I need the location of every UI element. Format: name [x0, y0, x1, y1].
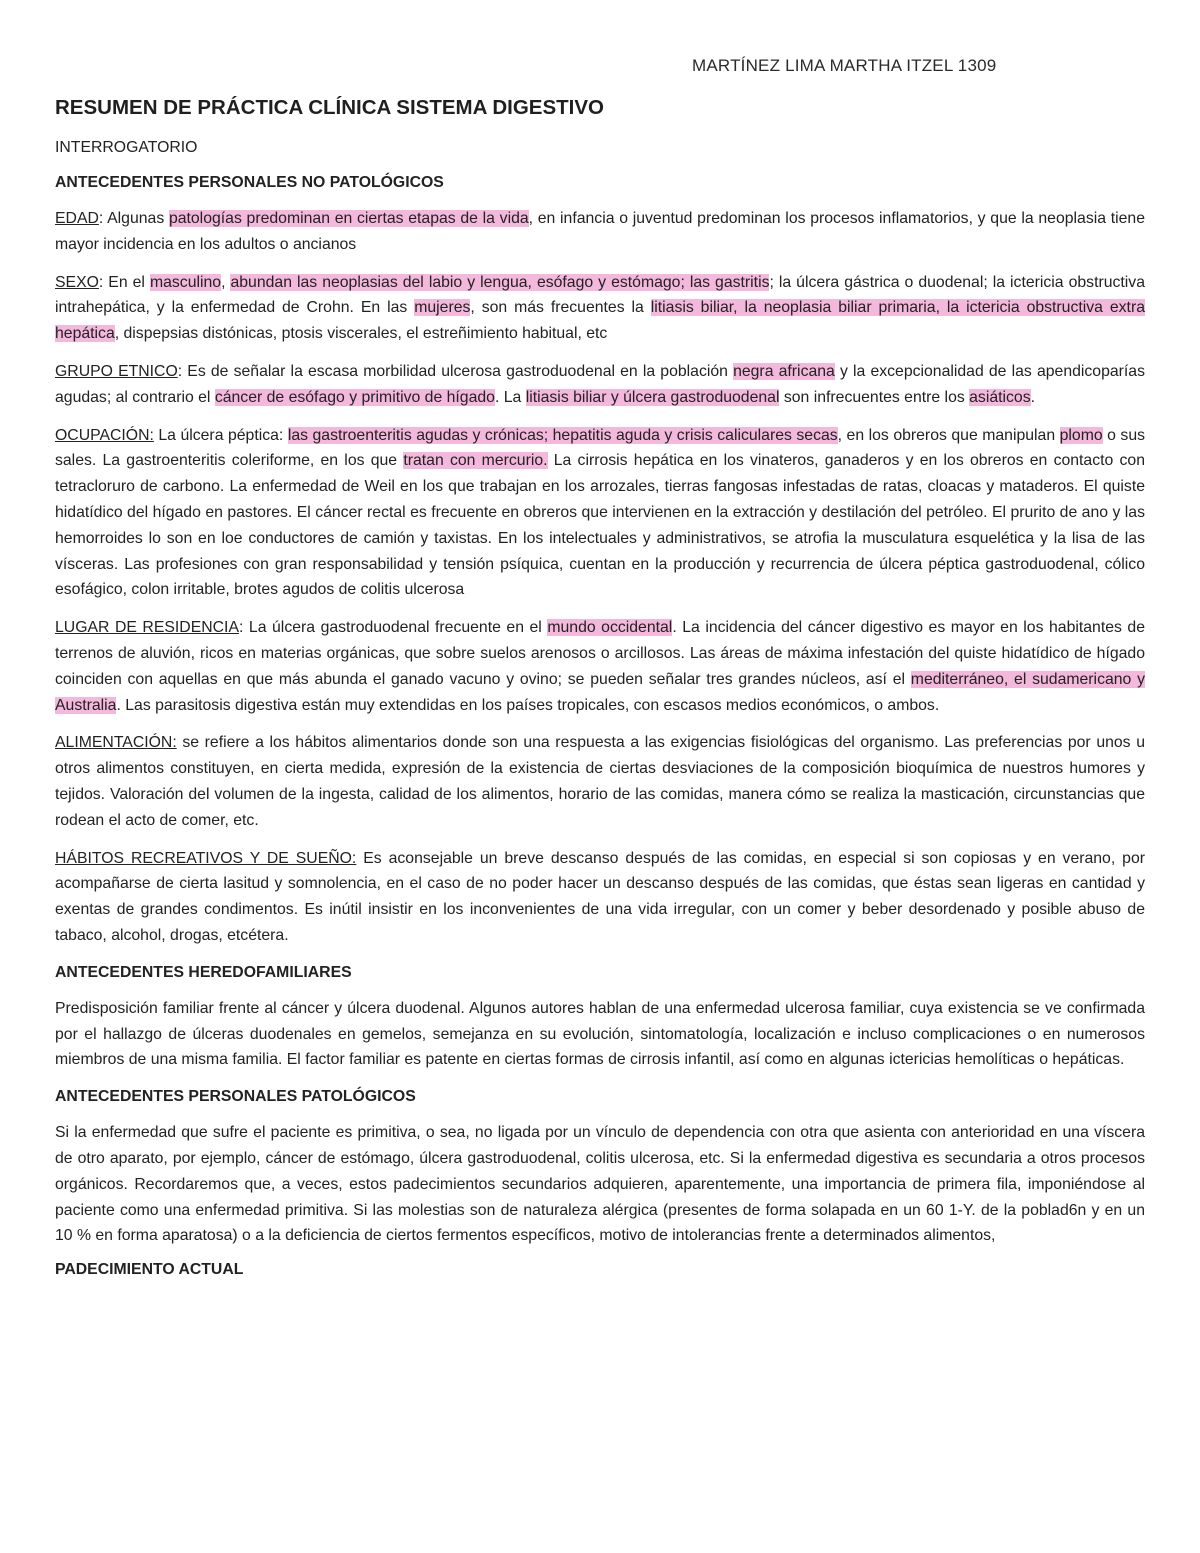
author-name: MARTÍNEZ LIMA MARTHA ITZEL 1309 — [692, 56, 997, 75]
section-padecimiento-actual: PADECIMIENTO ACTUAL — [55, 1261, 244, 1279]
paragraph-heredofamiliares: Predisposición familiar frente al cáncer y úlcera duodenal. Algunos autores hablan de una enfermedad ulcerosa familiar, cuya existencia se ve confirmada por el hallazgo de úlceras duodenales en gemelos, semejanza en su evolución, sintomatología, localización e incluso complicaciones o en numerosos miembros de una misma familia. El factor familiar es patente en ciertas formas de cirrosis infantil, así como en algunas ictericias hemolíticas o hepáticas. — [55, 999, 1145, 1069]
text: : La úlcera gastroduodenal frecuente en el — [239, 619, 548, 637]
text: , dispepsias distónicas, ptosis viscerales, el estreñimiento habitual, etc — [114, 325, 608, 343]
text: : Algunas — [98, 210, 169, 227]
section-nonpathological: ANTECEDENTES PERSONALES NO PATOLÓGICOS — [55, 174, 444, 191]
section-interrogatorio: INTERROGATORIO — [55, 139, 198, 156]
text: , — [221, 273, 231, 291]
text: se refiere a los hábitos alimentarios donde son una respuesta a las exigencias fisiológicas del organismo. Las preferencias por unos u otros alimentos constituyen, en cierta medida, expresión de la existencia de ciertas desviaciones de la composición bioquímica de nuestros humores y tejidos. Valoración del volumen de la ingesta, calidad de los alimentos, horario de las comidas, manera cómo se realiza la masticación, circunstancias que rodean el acto de comer, etc. — [55, 734, 1145, 829]
text: , en los obreros que manipulan — [837, 426, 1060, 444]
highlight: litiasis biliar, la neoplasia biliar primaria, la ictericia obstructiva extra hepática — [55, 299, 1145, 343]
document-title: RESUMEN DE PRÁCTICA CLÍNICA SISTEMA DIGESTIVO — [55, 96, 604, 119]
paragraph-alimentacion — [55, 730, 1145, 833]
paragraph-grupo-etnico — [55, 359, 1145, 411]
paragraph-pathological: Si la enfermedad que sufre el paciente es primitiva, o sea, no ligada por un vínculo de dependencia con otra que asienta con anterioridad en una víscera de otro aparato, por ejemplo, cáncer de estómago, úlcera gastroduodenal, colitis ulcerosa, etc. Si la enfermedad digestiva es secundaria a otros procesos orgánicos. Recordaremos que, a veces, estos padecimientos secundarios adquieren, aparentemente, una importancia de primera fila, imponiéndose al paciente como una enfermedad primitiva. Si las molestias son de naturaleza alérgica (presentes de forma solapada en un 60 1-Y. de la poblad6n y en un 10 % en forma aparatosa) o a la deficiencia de ciertos fermentos específicos, motivo de intolerancias frente a determinados alimentos, — [55, 1124, 1145, 1245]
text: : Es de señalar la escasa morbilidad ulcerosa gastroduodenal en la población — [177, 362, 734, 380]
highlight: mujeres — [414, 299, 471, 317]
text: . La incidencia del cáncer digestivo es mayor en los habitantes de terrenos de aluvión, ricos en materias orgánicas, que sobre suelos arenosos o arcillosos. Las áreas de máxima infestación del quiste hidatídico de hígado coinciden con aquellas en que más abunda el ganado vacuno y ovino; se pueden señalar tres grandes núcleos, así el — [55, 619, 1146, 688]
text: La cirrosis hepática en los vinateros, ganaderos y en los obreros en contacto con tetracloruro de carbono. La enfermedad de Weil en los que trabajan en los arrozales, tierras fangosas infestadas de ratas, cloacas y mataderos. El quiste hidatídico del hígado en pastores. El cáncer rectal es frecuente en obreros que intervienen en la extracción y destilación del petróleo. El prurito de ano y las hemorroides lo son en loe conductores de camión y taxistas. En los intelectuales y administrativos, se atrofia la musculatura esquelética y la lisa de las vísceras. Las profesiones con gran responsabilidad y tensión psíquica, cuentan en la producción y recurrencia de úlcera péptica gastroduodenal, cólico esofágico, colon irritable, brotes agudos de colitis ulcerosa — [55, 452, 1145, 599]
highlight: litiasis biliar y úlcera gastroduodenal — [525, 388, 780, 406]
term-sexo: SEXO — [55, 273, 99, 291]
highlight: las gastroenteritis agudas y crónicas; hepatitis aguda y crisis caliculares secas — [287, 426, 838, 444]
highlight: negra africana — [733, 362, 835, 380]
term-grupo-etnico: GRUPO ETNICO — [55, 362, 178, 380]
paragraph-edad — [55, 206, 1145, 258]
highlight: patologías predominan en ciertas etapas de la vida — [168, 210, 529, 227]
paragraph-sexo — [55, 270, 1145, 347]
text: o sus sales. La gastroenteritis coleriforme, en los que — [55, 426, 1146, 470]
highlight: mediterráneo, el sudamericano y Australia — [55, 670, 1145, 714]
highlight: tratan con mercurio. — [403, 452, 548, 470]
text: . — [1030, 388, 1035, 406]
text: son infrecuentes entre los — [779, 388, 970, 406]
term-lugar-residencia: LUGAR DE RESIDENCIA — [55, 619, 239, 637]
highlight: plomo — [1059, 426, 1103, 444]
highlight: masculino — [149, 273, 222, 291]
highlight: mundo occidental — [547, 619, 673, 637]
term-ocupacion: OCUPACIÓN: — [55, 426, 154, 444]
paragraph-lugar-residencia — [55, 615, 1145, 718]
text: Es aconsejable un breve descanso después de las comidas, en especial si son copiosas y en verano, por acompañarse de cierta lasitud y somnolencia, en el caso de no poder hacer un descanso después de las comidas, que éstas sean ligeras en cantidad y exentas de grandes condimentos. Es inútil insistir en los inconvenientes de una vida irregular, con un comer y beber desordenado y posible abuso de tabaco, alcohol, drogas, etcétera. — [55, 849, 1145, 944]
text: , son más frecuentes la — [470, 299, 651, 317]
highlight: abundan las neoplasias del labio y lengua, esófago y estómago; las gastritis — [230, 273, 770, 291]
highlight: cáncer de esófago y primitivo de hígado — [214, 388, 495, 406]
paragraph-habitos — [55, 846, 1145, 949]
text: ; la úlcera gástrica o duodenal; la ictericia obstructiva intrahepática, y la enfermedad de Crohn. En las — [55, 273, 1145, 317]
paragraph-ocupacion — [55, 423, 1145, 604]
text: . La — [494, 388, 526, 406]
section-pathological: ANTECEDENTES PERSONALES PATOLÓGICOS — [55, 1088, 416, 1106]
text: , en infancia o juventud predominan los procesos inflamatorios, y que la neoplasia tiene mayor incidencia en los adultos o ancianos — [55, 210, 1145, 253]
term-habitos: HÁBITOS RECREATIVOS Y DE SUEÑO: — [55, 849, 357, 867]
text: La úlcera péptica: — [153, 426, 288, 444]
document-body — [55, 96, 1145, 1279]
term-edad: EDAD — [55, 210, 99, 227]
highlight: asiáticos — [969, 388, 1031, 406]
section-heredofamiliares: ANTECEDENTES HEREDOFAMILIARES — [55, 963, 352, 981]
text: : En el — [98, 273, 150, 291]
text: y la excepcionalidad de las apendicoparías agudas; al contrario el — [55, 362, 1145, 406]
term-alimentacion: ALIMENTACIÓN: — [55, 734, 177, 752]
text: . Las parasitosis digestiva están muy extendidas en los países tropicales, con escasos medios económicos, o ambos. — [116, 696, 940, 714]
